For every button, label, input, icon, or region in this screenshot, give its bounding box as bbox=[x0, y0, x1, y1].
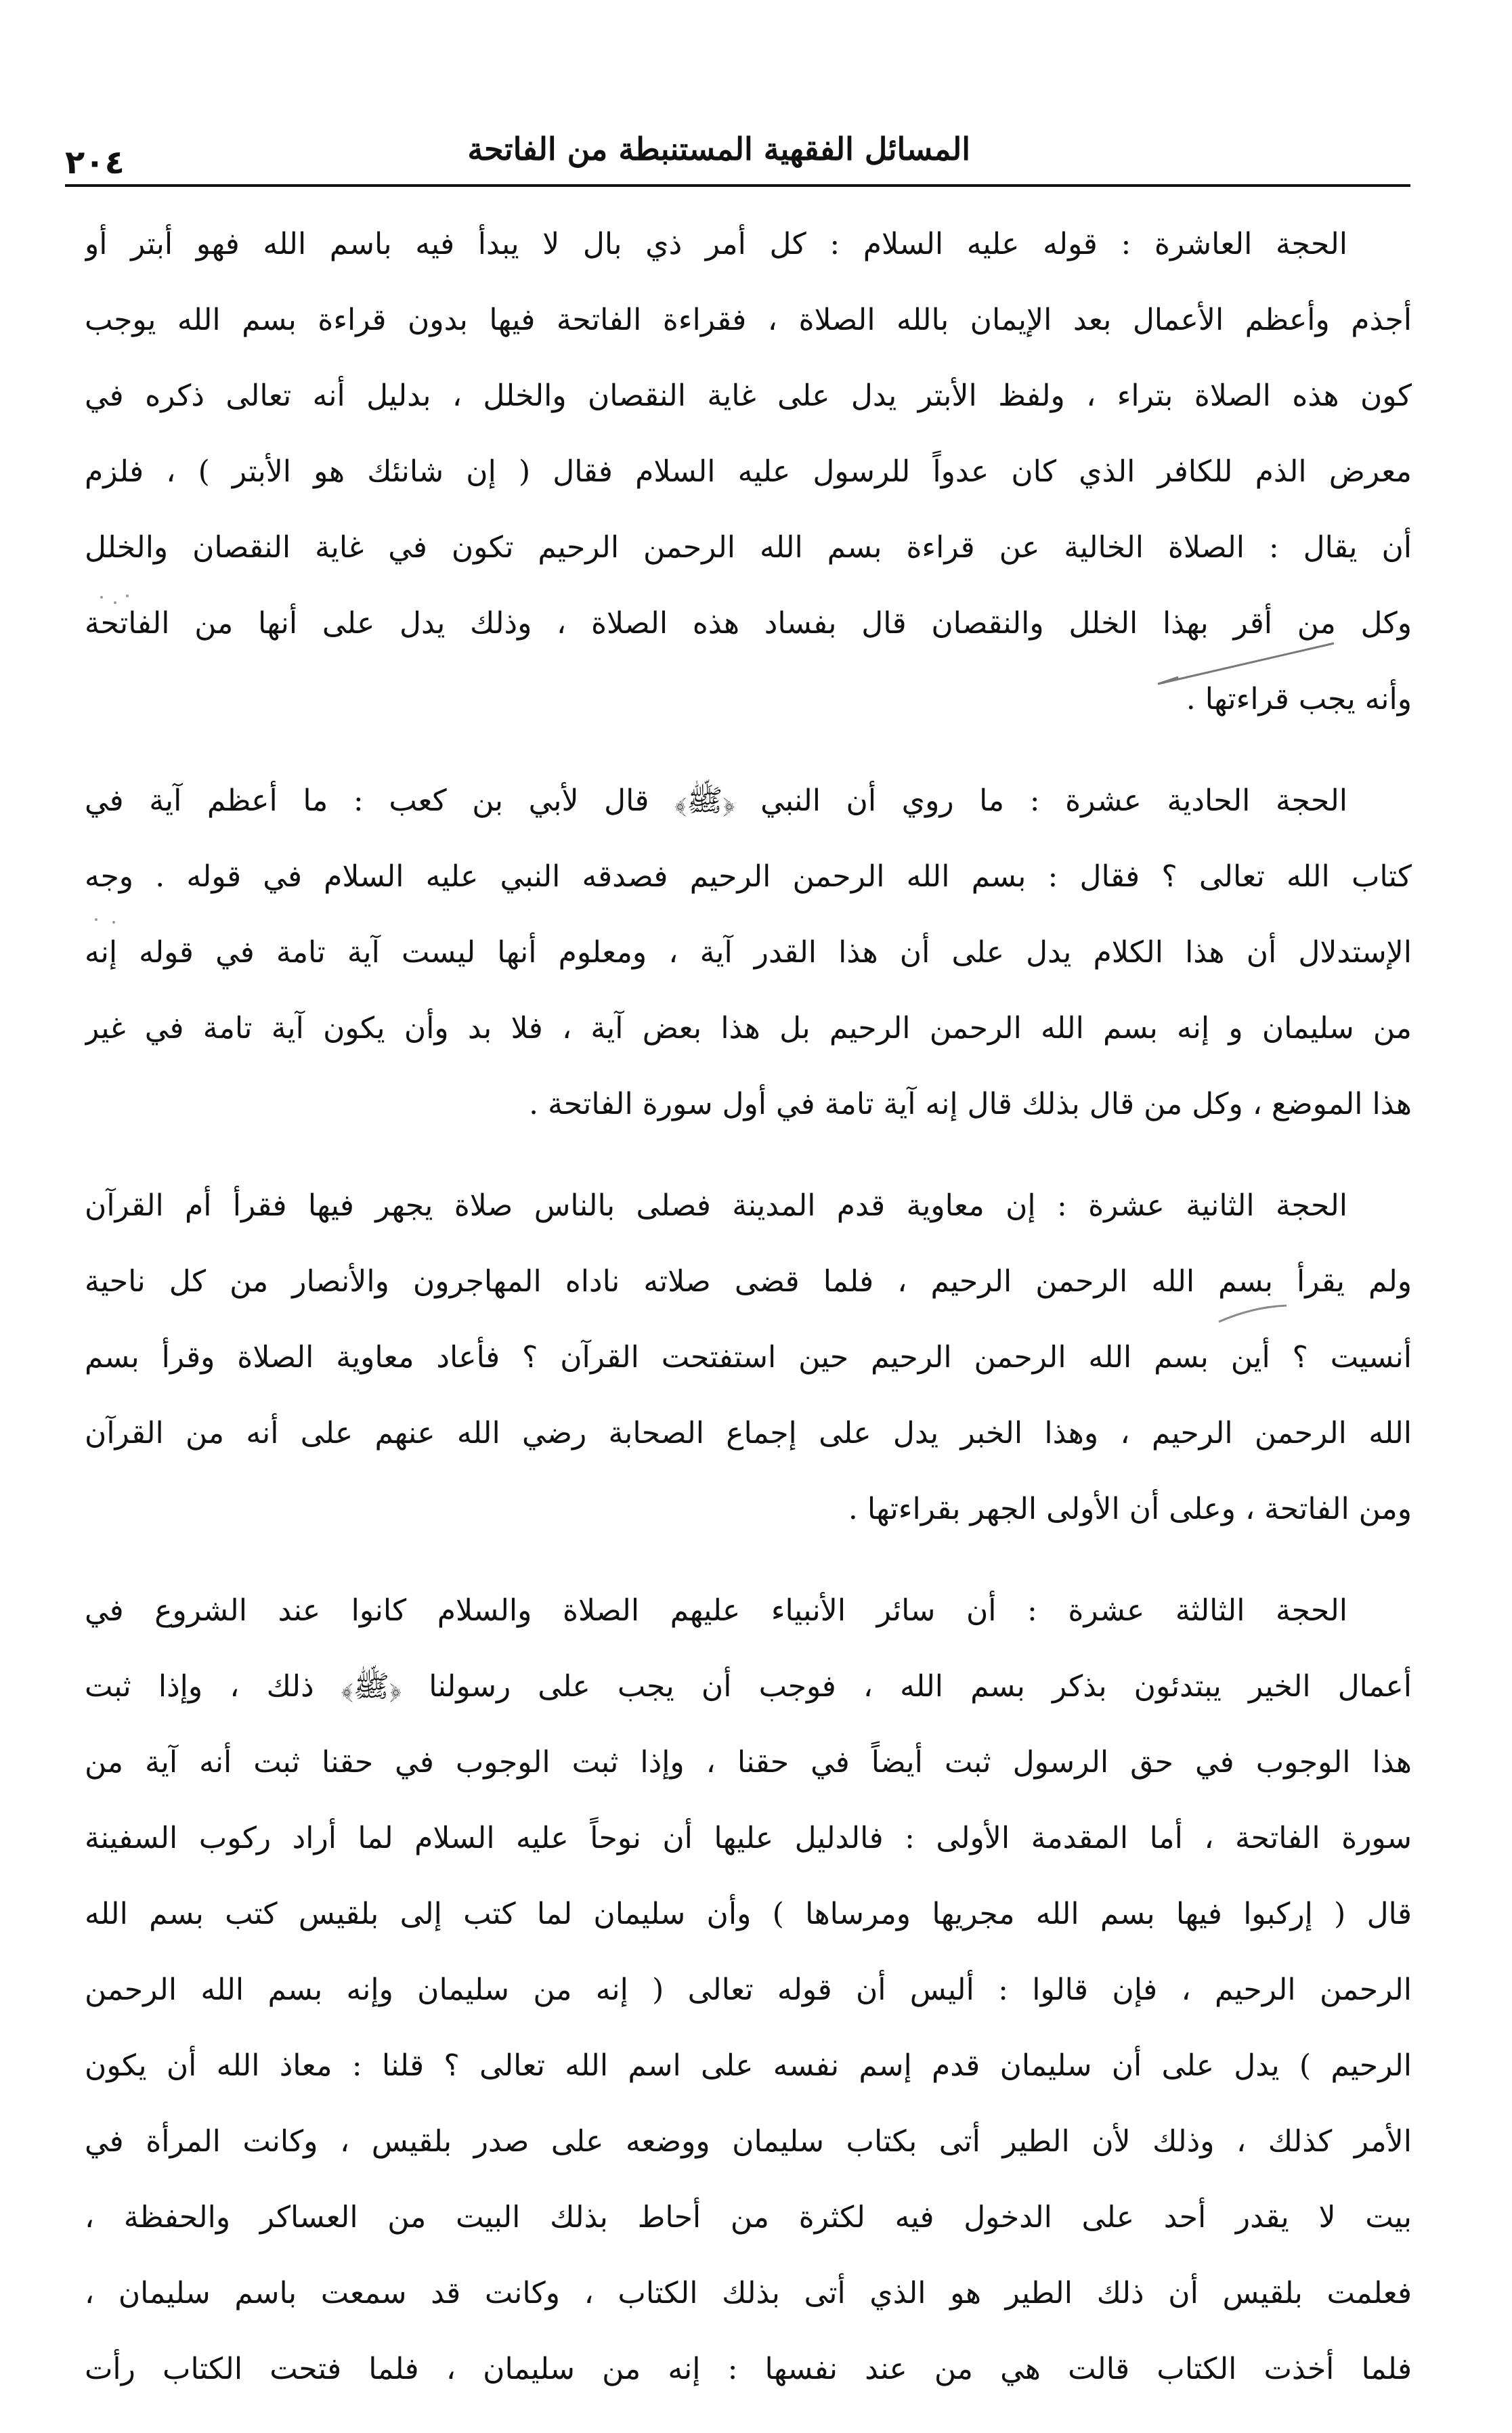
text-line: أجذم وأعظم الأعمال بعد الإيمان بالله الصلاة ، فقراءة الفاتحة فيها بدون قراءة بسم الله يوجب bbox=[85, 303, 1412, 337]
text-line: الأمر كذلك ، وذلك لأن الطير أتى بكتاب سليمان ووضعه على صدر بلقيس ، وكانت المرأة في bbox=[85, 2124, 1412, 2159]
text-line: هذا الوجوب في حق الرسول ثبت أيضاً في حقنا ، وإذا ثبت الوجوب في حقنا ثبت أنه آية من bbox=[85, 1745, 1412, 1780]
paragraph-eleventh-argument bbox=[85, 763, 1412, 1142]
text-line: معرض الذم للكافر الذي كان عدواً للرسول عليه السلام فقال ( إن شانئك هو الأبتر ) ، فلزم bbox=[85, 454, 1412, 489]
running-title: المسائل الفقهية المستنبطة من الفاتحة bbox=[467, 131, 970, 167]
text-line: سورة الفاتحة ، أما المقدمة الأولى : فالدليل عليها أن نوحاً عليه السلام لما أراد ركوب السفينة bbox=[85, 1821, 1412, 1855]
text-line: أن يقال : الصلاة الخالية عن قراءة بسم الله الرحمن الرحيم تكون في غاية النقصان والخلل bbox=[85, 530, 1412, 565]
text-line: قال ( إركبوا فيها بسم الله مجريها ومرساها ) وأن سليمان لما كتب إلى بلقيس كتب بسم الله bbox=[85, 1897, 1412, 1931]
text-line: الله الرحمن الرحيم ، وهذا الخبر يدل على إجماع الصحابة رضي الله عنهم على أنه من القرآن bbox=[85, 1416, 1412, 1450]
text-line: الإستدلال أن هذا الكلام يدل على أن هذا القدر آية ، ومعلوم أنها ليست آية تامة في قوله إنه bbox=[85, 935, 1412, 970]
scan-speckle-mark bbox=[95, 589, 135, 616]
text-line: أعمال الخير يبتدئون بذكر بسم الله ، فوجب أن يجب على رسولنا ﴿ﷺ﴾ ذلك ، وإذا ثبت bbox=[85, 1669, 1412, 1704]
text-line: الحجة الثالثة عشرة : أن سائر الأنبياء عليهم الصلاة والسلام كانوا عند الشروع في bbox=[85, 1593, 1347, 1628]
text-line: فلما أخذت الكتاب قالت هي من عند نفسها : إنه من سليمان ، فلما فتحت الكتاب رأت bbox=[85, 2352, 1412, 2386]
text-line: الحجة الثانية عشرة : إن معاوية قدم المدينة فصلى بالناس صلاة يجهر فيها فقرأ أم القرآن bbox=[85, 1188, 1347, 1223]
text-line: كون هذه الصلاة بتراء ، ولفظ الأبتر يدل على غاية النقصان والخلل ، بدليل أنه تعالى ذكره في bbox=[85, 379, 1412, 413]
text-line: الحجة العاشرة : قوله عليه السلام : كل أمر ذي بال لا يبدأ فيه باسم الله فهو أبتر أو bbox=[85, 227, 1347, 261]
text-line: الرحيم ) يدل على أن سليمان قدم إسم نفسه على اسم الله تعالى ؟ قلنا : معاذ الله أن يكون bbox=[85, 2048, 1412, 2083]
text-line: ومن الفاتحة ، وعلى أن الأولى الجهر بقراءتها . bbox=[848, 1492, 1412, 1526]
text-line: الرحمن الرحيم ، فإن قالوا : أليس أن قوله تعالى ( إنه من سليمان وإنه بسم الله الرحمن bbox=[85, 1973, 1412, 2007]
text-line: وكل من أقر بهذا الخلل والنقصان قال بفساد هذه الصلاة ، وذلك يدل على أنها من الفاتحة bbox=[85, 606, 1412, 641]
text-line: كتاب الله تعالى ؟ فقال : بسم الله الرحمن الرحيم فصدقه النبي عليه السلام في قوله . وجه bbox=[85, 859, 1412, 894]
text-line: هذا الموضع ، وكل من قال بذلك قال إنه آية تامة في أول سورة الفاتحة . bbox=[529, 1087, 1412, 1121]
text-line: من سليمان و إنه بسم الله الرحمن الرحيم بل هذا بعض آية ، فلا بد وأن يكون آية تامة في غير bbox=[85, 1011, 1412, 1046]
paragraph-twelfth-argument bbox=[85, 1168, 1412, 1547]
page-header bbox=[65, 129, 1410, 190]
paragraph-thirteenth-argument bbox=[85, 1573, 1412, 2407]
text-line: ولم يقرأ بسم الله الرحمن الرحيم ، فلما قضى صلاته ناداه المهاجرون والأنصار من كل ناحية bbox=[85, 1264, 1412, 1299]
pencil-margin-mark bbox=[1212, 1300, 1293, 1327]
text-line: وأنه يجب قراءتها . bbox=[1186, 682, 1412, 716]
text-line: الحجة الحادية عشرة : ما روي أن النبي ﴿ﷺ﴾ قال لأبي بن كعب : ما أعظم آية في bbox=[85, 783, 1347, 818]
text-line: بيت لا يقدر أحد على الدخول فيه لكثرة من أحاط بذلك البيت من العساكر والحفظة ، bbox=[85, 2200, 1412, 2235]
text-line: أنسيت ؟ أين بسم الله الرحمن الرحيم حين استفتحت القرآن ؟ فأعاد معاوية الصلاة وقرأ بسم bbox=[85, 1340, 1412, 1375]
scan-speckle-mark bbox=[88, 907, 129, 934]
text-line: فعلمت بلقيس أن ذلك الطير هو الذي أتى بذلك الكتاب ، وكانت قد سمعت باسم سليمان ، bbox=[85, 2276, 1412, 2310]
header-rule bbox=[65, 184, 1410, 187]
pencil-margin-mark bbox=[1151, 637, 1341, 691]
page-number: ٢٠٤ bbox=[65, 144, 125, 181]
